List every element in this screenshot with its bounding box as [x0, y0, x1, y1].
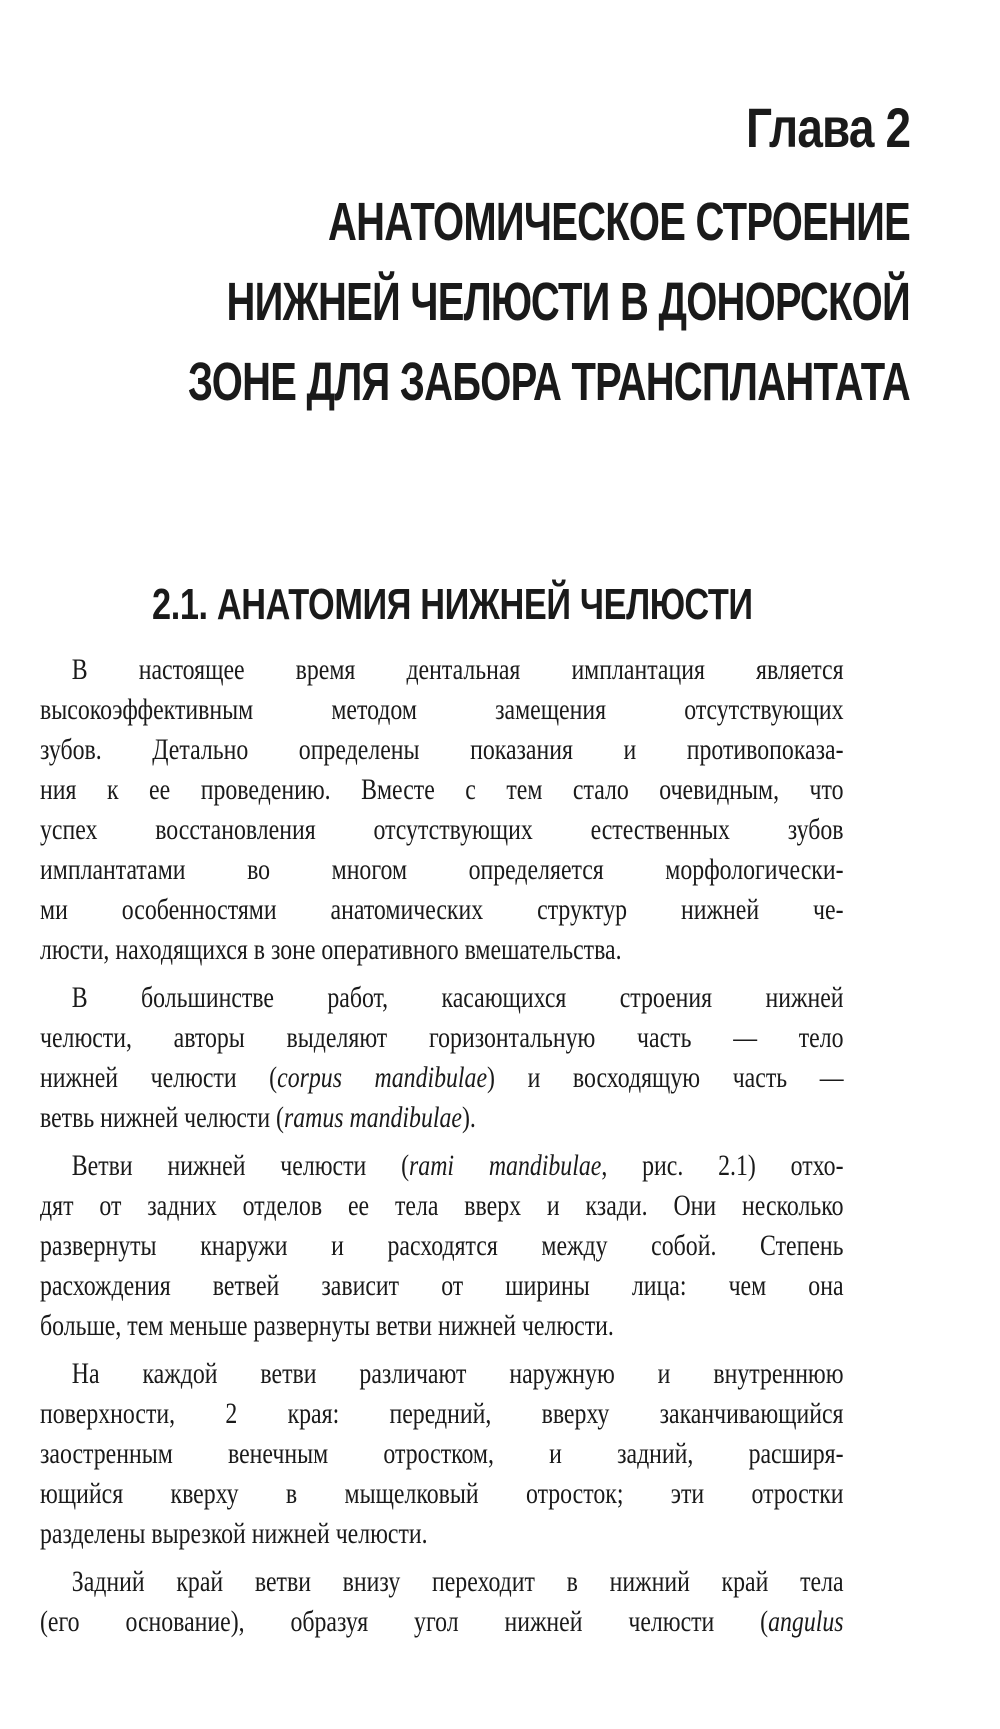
paragraph-3 [40, 1146, 844, 1346]
text-line: имплантатами во многом определяется морфологически- [40, 853, 844, 886]
text-fragment: , рис. 2.1) отхо- [601, 1149, 844, 1182]
paragraph-5 [40, 1562, 844, 1642]
chapter-label: Глава 2 [745, 96, 910, 159]
paragraph-4 [40, 1354, 844, 1554]
latin-term: rami mandibulae [409, 1149, 602, 1182]
text-line: челюсти, авторы выделяют горизонтальную часть — тело [40, 1021, 844, 1054]
text-line: высокоэффективным методом замещения отсутствующих [40, 693, 844, 726]
body-text [40, 650, 844, 1650]
paragraph-2 [40, 978, 844, 1138]
chapter-title [0, 182, 910, 422]
text-line: больше, тем меньше развернуты ветви нижней челюсти. [40, 1309, 614, 1342]
text-line: ющийся кверху в мыщелковый отросток; эти отростки [40, 1477, 844, 1510]
latin-term: angulus [768, 1605, 844, 1638]
text-line: ми особенностями анатомических структур нижней че- [40, 893, 844, 926]
text-line: разделены вырезкой нижней челюсти. [40, 1517, 428, 1550]
text-line: развернуты кнаружи и расходятся между собой. Степень [40, 1229, 844, 1262]
text-line: ния к ее проведению. Вместе с тем стало очевидным, что [40, 773, 844, 806]
text-line [40, 1058, 844, 1098]
text-line [40, 1098, 844, 1138]
chapter-title-line-3: ЗОНЕ ДЛЯ ЗАБОРА ТРАНСПЛАНТАТА [188, 352, 910, 412]
latin-term: ramus mandibulae [283, 1101, 462, 1134]
text-line: люсти, находящихся в зоне оперативного вмешательства. [40, 933, 622, 966]
chapter-title-line-1: АНАТОМИЧЕСКОЕ СТРОЕНИЕ [328, 192, 910, 252]
text-line: дят от задних отделов ее тела вверх и кзади. Они несколько [40, 1189, 844, 1222]
text-line: На каждой ветви различают наружную и внутреннюю [71, 1357, 844, 1390]
text-line: поверхности, 2 края: передний, вверху заканчивающийся [40, 1397, 844, 1430]
text-line [40, 1146, 844, 1186]
text-line: расхождения ветвей зависит от ширины лица: чем она [40, 1269, 844, 1302]
text-line: В большинстве работ, касающихся строения нижней [71, 981, 844, 1014]
text-fragment: (его основание), образуя угол нижней челюсти ( [40, 1605, 769, 1638]
text-line [40, 1602, 844, 1642]
chapter-title-line-2: НИЖНЕЙ ЧЕЛЮСТИ В ДОНОРСКОЙ [226, 272, 910, 332]
text-fragment: Ветви нижней челюсти ( [71, 1149, 410, 1182]
text-fragment: ). [461, 1101, 476, 1134]
text-line: В настоящее время дентальная имплантация является [71, 653, 844, 686]
text-line: Задний край ветви внизу переходит в нижний край тела [71, 1565, 844, 1598]
text-fragment: ) и восходящую часть — [487, 1061, 844, 1094]
latin-term: corpus mandibulae [277, 1061, 488, 1094]
text-line: успех восстановления отсутствующих естественных зубов [40, 813, 844, 846]
text-fragment: ветвь нижней челюсти ( [40, 1101, 284, 1134]
text-line: зубов. Детально определены показания и противопоказа- [40, 733, 844, 766]
paragraph-1 [40, 650, 844, 970]
text-line: заостренным венечным отростком, и задний, расширя- [40, 1437, 844, 1470]
section-title: 2.1. АНАТОМИЯ НИЖНЕЙ ЧЕЛЮСТИ [152, 580, 753, 629]
text-fragment: нижней челюсти ( [40, 1061, 278, 1094]
